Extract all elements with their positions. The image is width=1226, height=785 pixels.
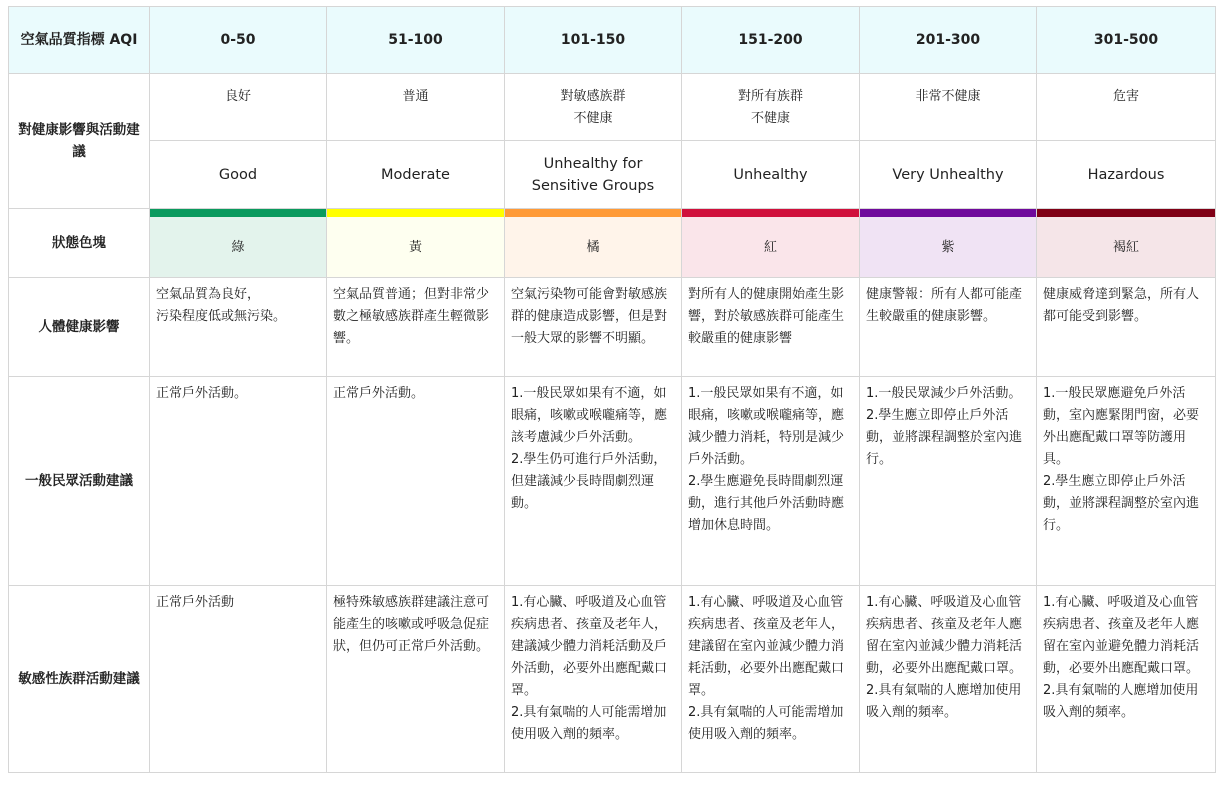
color-cell: [860, 209, 1037, 278]
header-row: [9, 7, 1216, 74]
general-public-cell: 1.一般民眾減少戶外活動。 2.學生應立即停止戶外活動，並將課程調整於室內進行。: [860, 377, 1037, 586]
range-cell: 201-300: [860, 7, 1037, 74]
general-public-cell: 1.一般民眾如果有不適，如眼痛，咳嗽或喉嚨痛等，應減少體力消耗，特別是減少戶外活動。 2.學生應避免長時間劇烈運動，進行其他戶外活動時應增加休息時間。: [682, 377, 860, 586]
color-name: 紫: [941, 240, 955, 255]
level-zh-cell: 非常不健康: [860, 74, 1037, 141]
color-cell: [150, 209, 327, 278]
color-bar: [150, 209, 326, 217]
sensitive-groups-cell: 1.有心臟、呼吸道及心血管疾病患者、孩童及老年人應留在室內並避免體力消耗活動，必要外出應配戴口罩。 2.具有氣喘的人應增加使用吸入劑的頻率。: [1037, 586, 1216, 773]
color-bar: [327, 209, 504, 217]
color-name: 橘: [586, 240, 600, 255]
human-health-cell: 健康威脅達到緊急，所有人都可能受到影響。: [1037, 278, 1216, 377]
general-public-cell: 正常戶外活動。: [327, 377, 505, 586]
range-cell: 151-200: [682, 7, 860, 74]
human-health-cell: 健康警報：所有人都可能產生較嚴重的健康影響。: [860, 278, 1037, 377]
color-bar: [505, 209, 681, 217]
human-health-cell: 對所有人的健康開始產生影響，對於敏感族群可能產生較嚴重的健康影響: [682, 278, 860, 377]
level-en-row: [9, 141, 1216, 209]
sensitive-groups-cell: 1.有心臟、呼吸道及心血管疾病患者、孩童及老年人應留在室內並減少體力消耗活動，必要外出應配戴口罩。 2.具有氣喘的人應增加使用吸入劑的頻率。: [860, 586, 1037, 773]
status-color-row: [9, 209, 1216, 278]
color-cell: [327, 209, 505, 278]
row-label-sensitive-groups: 敏感性族群活動建議: [9, 586, 150, 773]
level-en-cell: Moderate: [327, 141, 505, 209]
color-name: 褐紅: [1112, 240, 1139, 255]
color-cell: [682, 209, 860, 278]
level-en-cell: Very Unhealthy: [860, 141, 1037, 209]
human-health-cell: 空氣污染物可能會對敏感族群的健康造成影響，但是對一般大眾的影響不明顯。: [505, 278, 682, 377]
human-health-cell: 空氣品質普通；但對非常少數之極敏感族群產生輕微影響。: [327, 278, 505, 377]
color-name: 黃: [408, 240, 422, 255]
sensitive-groups-cell: 1.有心臟、呼吸道及心血管疾病患者、孩童及老年人，建議減少體力消耗活動及戶外活動，必要外出應配戴口罩。 2.具有氣喘的人可能需增加使用吸入劑的頻率。: [505, 586, 682, 773]
range-cell: 301-500: [1037, 7, 1216, 74]
level-zh-cell: 對敏感族群 不健康: [505, 74, 682, 141]
color-bar: [1037, 209, 1215, 217]
level-en-cell: Unhealthy: [682, 141, 860, 209]
color-bar: [682, 209, 859, 217]
level-zh-cell: 對所有族群 不健康: [682, 74, 860, 141]
color-cell: [1037, 209, 1216, 278]
level-en-cell: Unhealthy for Sensitive Groups: [505, 141, 682, 209]
level-zh-cell: 普通: [327, 74, 505, 141]
level-en-cell: Good: [150, 141, 327, 209]
range-cell: 0-50: [150, 7, 327, 74]
sensitive-groups-row: [9, 586, 1216, 773]
level-zh-cell: 良好: [150, 74, 327, 141]
human-health-cell: 空氣品質為良好， 污染程度低或無污染。: [150, 278, 327, 377]
aqi-table: [8, 6, 1216, 773]
level-zh-cell: 危害: [1037, 74, 1216, 141]
color-bar: [860, 209, 1036, 217]
row-label-general-public: 一般民眾活動建議: [9, 377, 150, 586]
sensitive-groups-cell: 正常戶外活動: [150, 586, 327, 773]
color-name: 紅: [763, 240, 777, 255]
human-health-row: [9, 278, 1216, 377]
row-label-status-color: 狀態色塊: [9, 209, 150, 278]
range-cell: 51-100: [327, 7, 505, 74]
level-zh-row: [9, 74, 1216, 141]
general-public-row: [9, 377, 1216, 586]
sensitive-groups-cell: 1.有心臟、呼吸道及心血管疾病患者、孩童及老年人，建議留在室內並減少體力消耗活動，必要外出應配戴口罩。 2.具有氣喘的人可能需增加使用吸入劑的頻率。: [682, 586, 860, 773]
general-public-cell: 正常戶外活動。: [150, 377, 327, 586]
row-label-health-effect: 對健康影響與活動建議: [9, 74, 150, 209]
general-public-cell: 1.一般民眾如果有不適，如眼痛，咳嗽或喉嚨痛等，應該考慮減少戶外活動。 2.學生仍可進行戶外活動，但建議減少長時間劇烈運動。: [505, 377, 682, 586]
color-cell: [505, 209, 682, 278]
range-cell: 101-150: [505, 7, 682, 74]
general-public-cell: 1.一般民眾應避免戶外活動，室內應緊閉門窗，必要外出應配戴口罩等防護用具。 2.學生應立即停止戶外活動，並將課程調整於室內進行。: [1037, 377, 1216, 586]
sensitive-groups-cell: 極特殊敏感族群建議注意可能產生的咳嗽或呼吸急促症狀，但仍可正常戶外活動。: [327, 586, 505, 773]
level-en-cell: Hazardous: [1037, 141, 1216, 209]
color-name: 綠: [231, 240, 245, 255]
header-label: 空氣品質指標 AQI: [9, 7, 150, 74]
row-label-human-health: 人體健康影響: [9, 278, 150, 377]
